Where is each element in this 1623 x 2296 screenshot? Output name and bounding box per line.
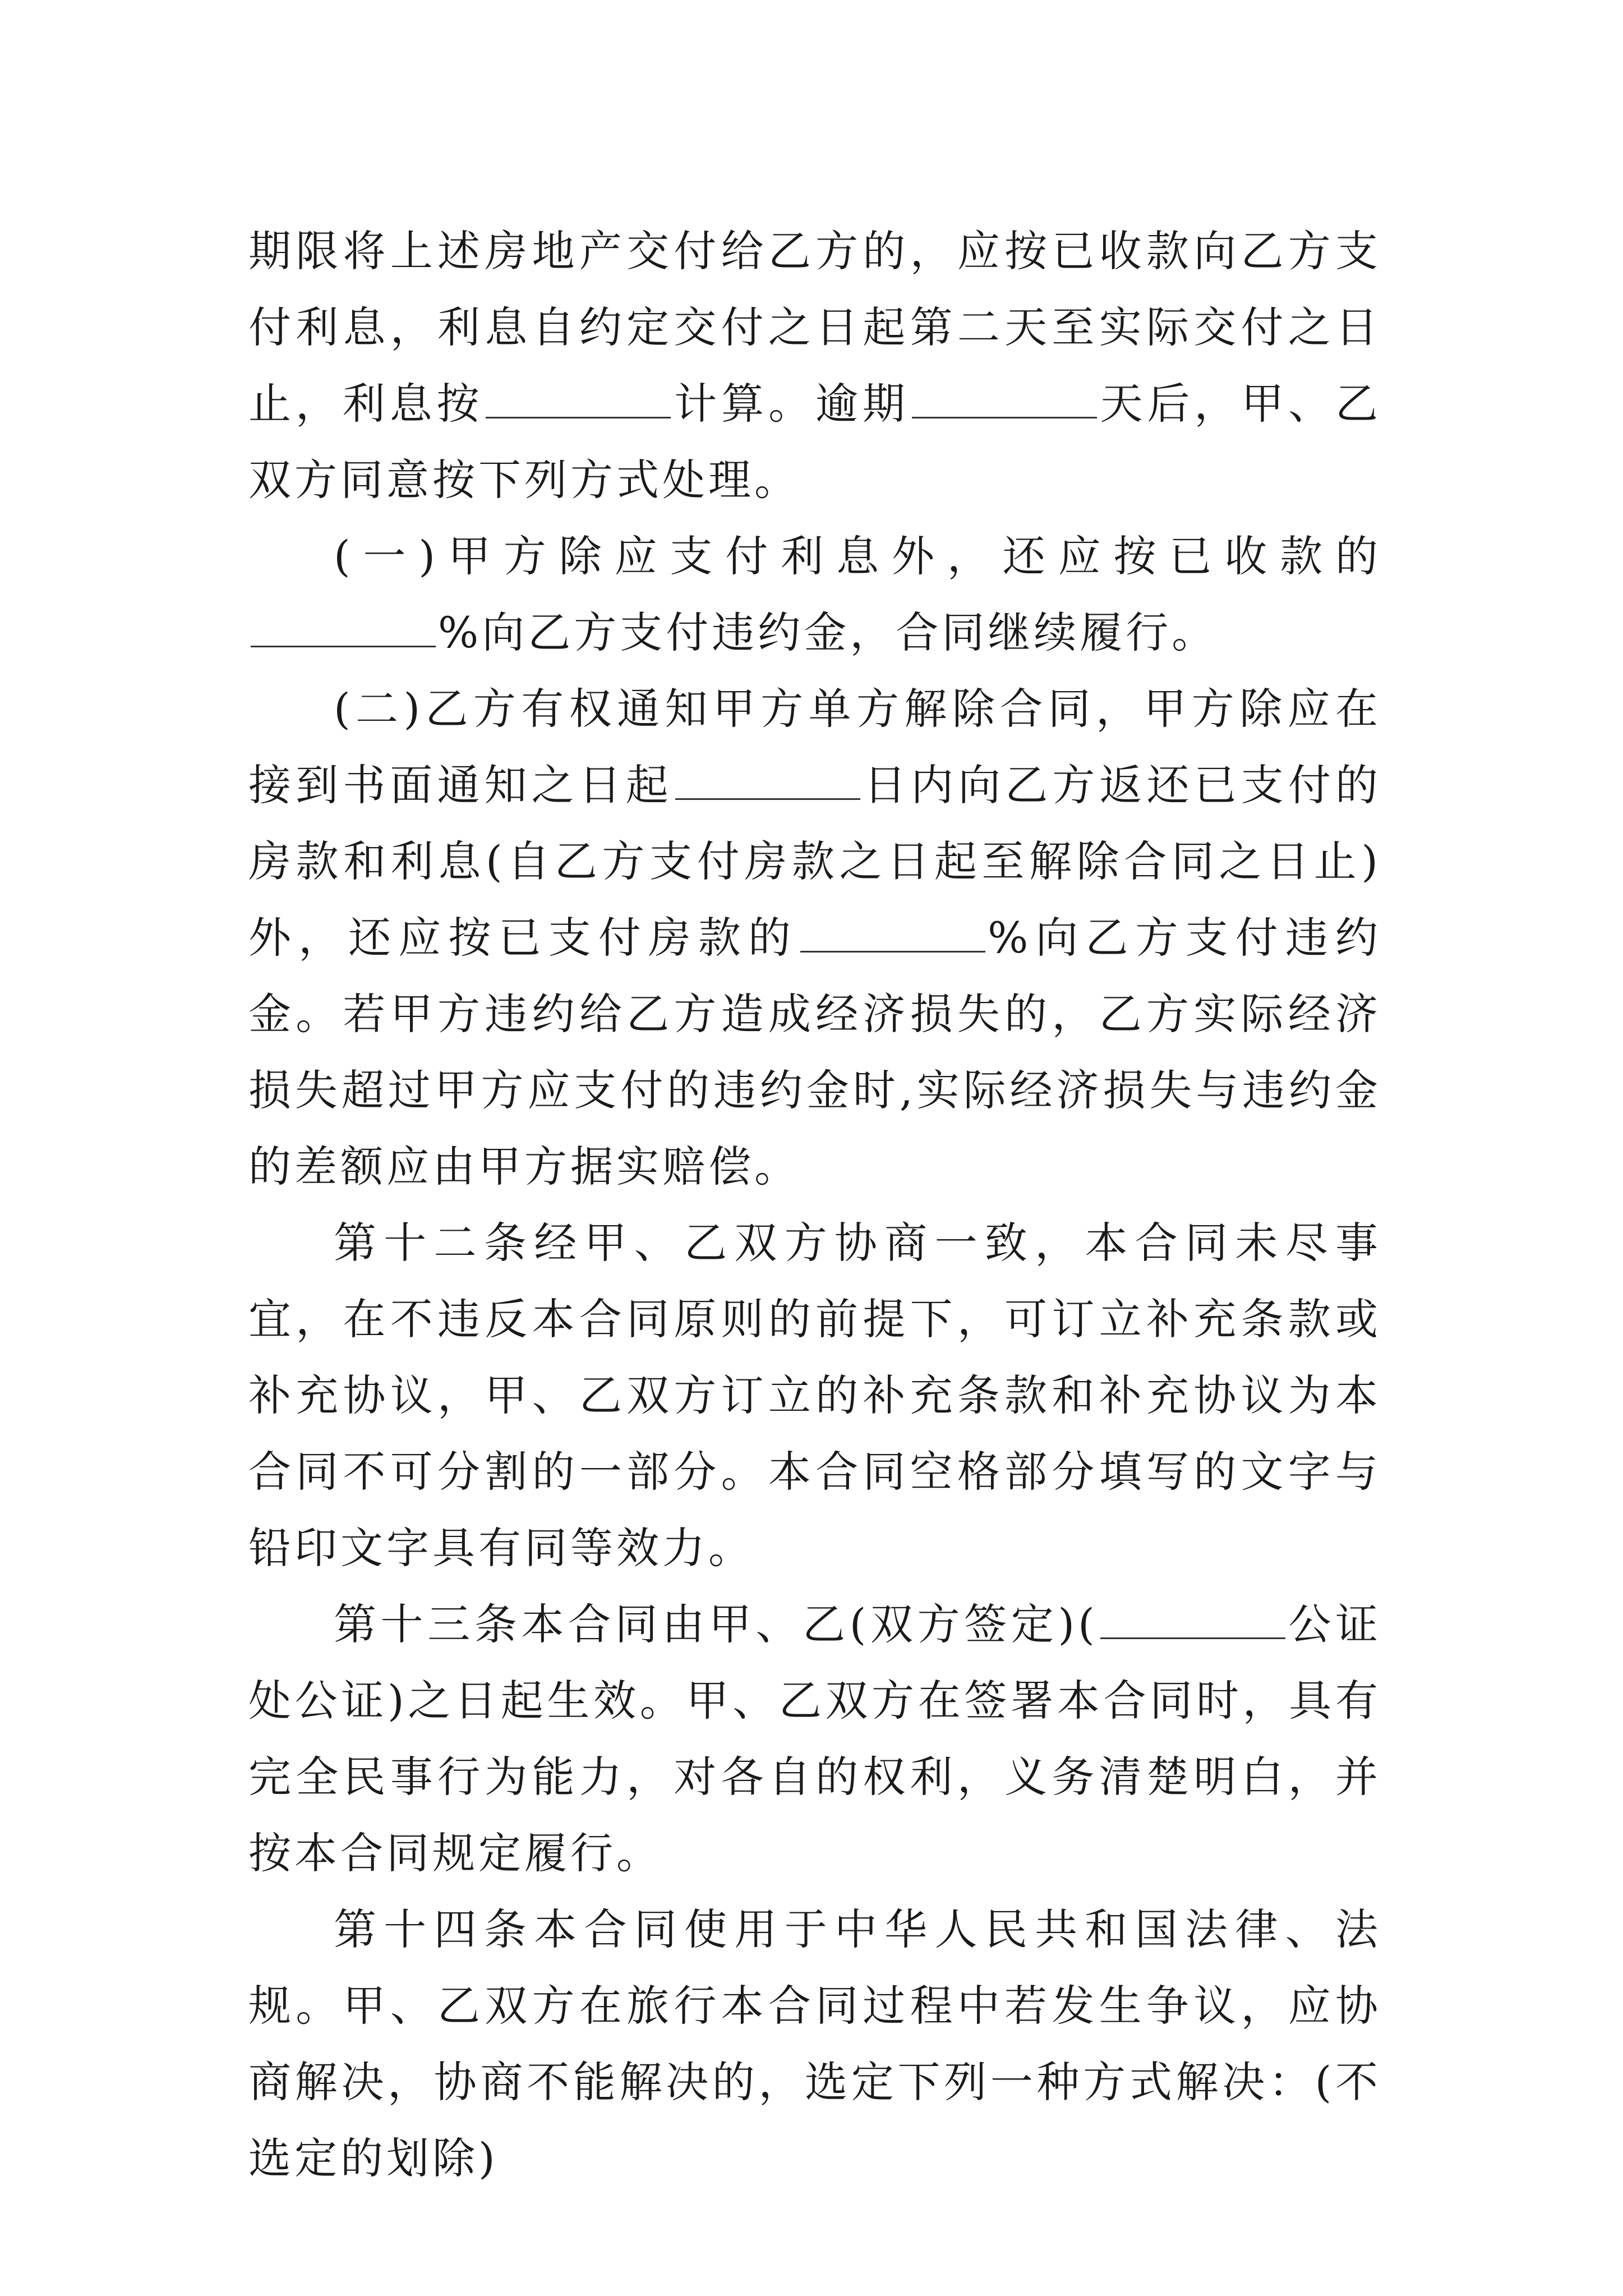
paragraph-text: 第十四条本合同使用于中华人民共和国法律、法规。甲、乙双方在旅行本合同过程中若发生争议，应协商解决，协商不能解决的，选定下列一种方式解决：(不选定的划除) [248, 1904, 1381, 2183]
fill-in-blank[interactable] [486, 378, 671, 418]
fill-in-blank[interactable] [912, 378, 1097, 418]
fill-in-blank[interactable] [675, 759, 860, 800]
paragraph-text: (一)甲方除应支付利息外，还应按已收款的 [334, 531, 1381, 581]
document-body [248, 213, 1381, 2197]
paragraph-text: 第十三条本合同由甲、乙(双方签定)( [334, 1599, 1098, 1649]
paragraph-text: 第十二条经甲、乙双方协商一致，本合同未尽事宜，在不违反本合同原则的前提下，可订立补充条款或补充协议，甲、乙双方订立的补充条款和补充协议为本合同不可分割的一部分。本合同空格部分填写的文字与铅印文字具有同等效力。 [248, 1218, 1381, 1573]
paragraph-text: 计算。逾期 [673, 379, 910, 429]
paragraph-text: 公证处公证)之日起生效。甲、乙双方在签署本合同时，具有完全民事行为能力，对各自的权利，义务清楚明白，并按本合同规定履行。 [248, 1599, 1382, 1878]
paragraph-text: %向乙方支付违约金，合同继续履行。 [438, 608, 1218, 657]
paragraph-text: (二)乙方有权通知甲方单方解除合同，甲方除应在接到书面通知之日起 [248, 684, 1381, 810]
paragraph-p4 [248, 1205, 1381, 1586]
paragraph-text: %向乙方支付违约金。若甲方违约给乙方造成经济损失的，乙方实际经济损失超过甲方应支付的违约金时,实际经济损失与违约金的差额应由甲方据实赔偿。 [248, 913, 1382, 1191]
paragraph-text: 天后，甲、乙双方同意按下列方式处理。 [248, 379, 1382, 505]
paragraph-p2 [248, 518, 1381, 671]
paragraph-text: 期限将上述房地产交付给乙方的，应按已收款向乙方支付利息，利息自约定交付之日起第二天至实际交付之日止，利息按 [248, 226, 1381, 429]
paragraph-text: 日内向乙方返还已支付的房款和利息(自乙方支付房款之日起至解除合同之日止)外，还应按已支付房款的 [248, 760, 1382, 963]
paragraph-p3 [248, 671, 1381, 1205]
fill-in-blank[interactable] [800, 912, 985, 953]
paragraph-p1 [248, 213, 1381, 518]
fill-in-blank[interactable] [251, 606, 436, 647]
fill-in-blank[interactable] [1100, 1598, 1285, 1639]
paragraph-p6 [248, 1892, 1381, 2197]
paragraph-p5 [248, 1586, 1381, 1892]
